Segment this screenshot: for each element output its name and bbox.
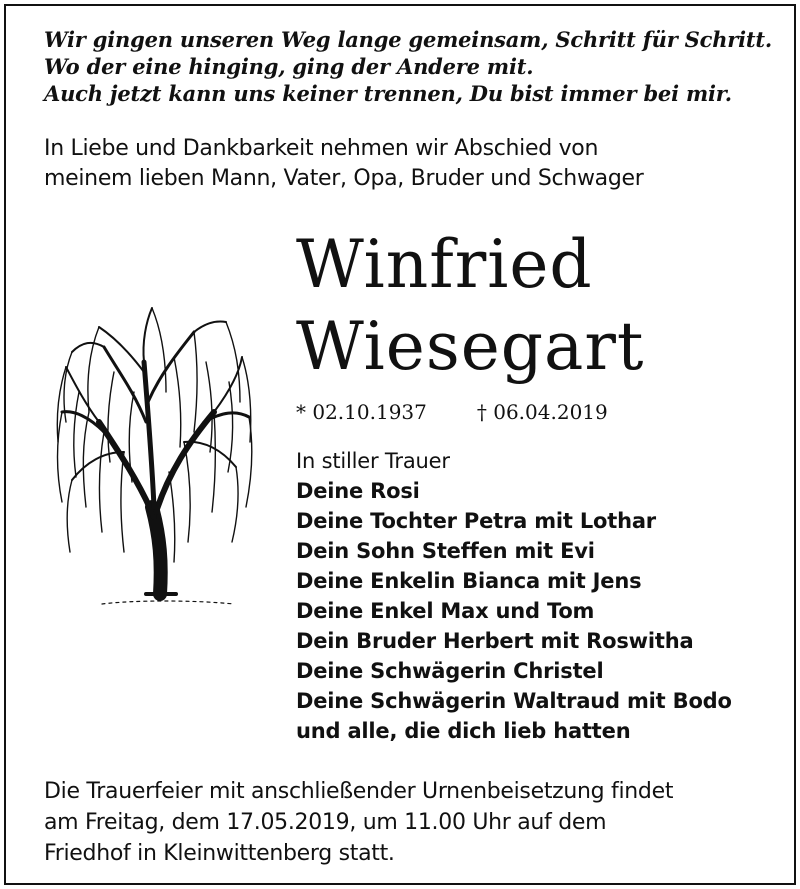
mourner-entry: Deine Enkel Max und Tom bbox=[296, 599, 595, 623]
intro-line: In Liebe und Dankbarkeit nehmen wir Abschied von bbox=[44, 136, 599, 161]
mourner-entry: Dein Sohn Steffen mit Evi bbox=[296, 539, 595, 563]
death-date: † 06.04.2019 bbox=[476, 400, 608, 424]
funeral-line: Die Trauerfeier mit anschließender Urnenbeisetzung findet bbox=[44, 779, 674, 804]
funeral-notice bbox=[44, 776, 784, 869]
poem-line: Auch jetzt kann uns keiner trennen, Du bist immer bei mir. bbox=[44, 81, 732, 106]
obituary-card bbox=[4, 4, 796, 885]
birth-date: * 02.10.1937 bbox=[296, 400, 427, 424]
mourner-entry: Deine Schwägerin Christel bbox=[296, 659, 604, 683]
poem-line: Wo der eine hinging, ging der Andere mit. bbox=[44, 54, 534, 79]
first-name: Winfried bbox=[296, 226, 593, 303]
mourner-entry: und alle, die dich lieb hatten bbox=[296, 719, 631, 743]
poem-line: Wir gingen unseren Weg lange gemeinsam, Schritt für Schritt. bbox=[44, 27, 773, 52]
mourner-entry: Dein Bruder Herbert mit Roswitha bbox=[296, 629, 694, 653]
life-dates bbox=[296, 400, 608, 424]
weeping-tree-icon bbox=[44, 302, 260, 614]
mourner-entry: Deine Schwägerin Waltraud mit Bodo bbox=[296, 689, 732, 713]
mourners-list bbox=[296, 476, 732, 746]
funeral-line: am Freitag, dem 17.05.2019, um 11.00 Uhr auf dem bbox=[44, 810, 607, 835]
mourner-entry: Deine Rosi bbox=[296, 479, 420, 503]
deceased-name bbox=[296, 224, 644, 388]
mourning-lead: In stiller Trauer bbox=[296, 449, 450, 473]
mourner-entry: Deine Enkelin Bianca mit Jens bbox=[296, 569, 642, 593]
last-name: Wiesegart bbox=[296, 308, 645, 385]
mourners-block bbox=[296, 446, 732, 746]
farewell-intro bbox=[44, 134, 784, 194]
intro-line: meinem lieben Mann, Vater, Opa, Bruder und Schwager bbox=[44, 166, 644, 191]
funeral-line: Friedhof in Kleinwittenberg statt. bbox=[44, 841, 395, 866]
poem bbox=[44, 26, 784, 107]
mourner-entry: Deine Tochter Petra mit Lothar bbox=[296, 509, 656, 533]
